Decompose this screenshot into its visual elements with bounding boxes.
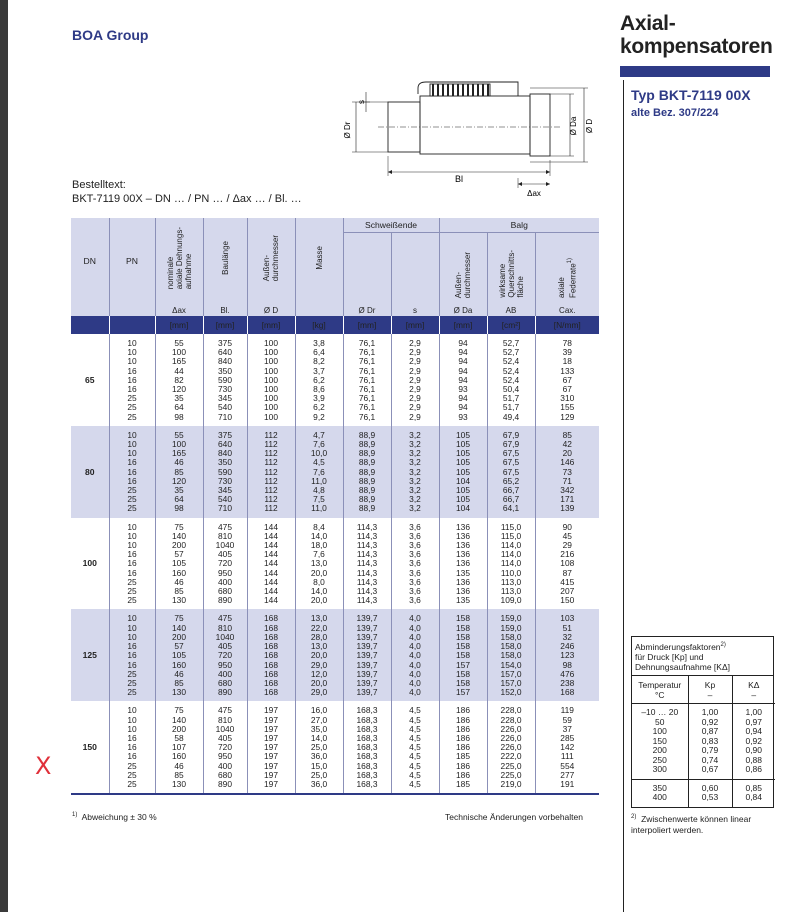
interpolation-note: $^{2)}$ Zwischenwerte können linear interpoliert werden. [631,813,752,835]
cell-dr: 168,3 168,3 168,3 168,3 168,3 168,3 168,3 168,3 168,3 [343,701,391,793]
abm-temps-a: –10 … 20 50 100 150 200 250 300 [632,704,688,780]
old-reference: alte Bez. 307/224 [631,107,719,119]
cell-ab: 159,0 159,0 158,0 158,0 158,0 154,0 157,0 157,0 152,0 [487,609,535,701]
cell-pn: 10 10 10 16 16 16 25 25 25 [109,426,155,518]
data-table-wrapper [71,218,599,795]
cell-mass: 16,0 27,0 35,0 14,0 25,0 36,0 15,0 25,0 36,0 [295,701,343,793]
product-type: Typ BKT-7119 00X [631,87,751,103]
cell-s: 4,5 4,5 4,5 4,5 4,5 4,5 4,5 4,5 4,5 [391,701,439,793]
col-s-header [391,232,439,304]
cell-da: 136 136 136 136 136 135 136 136 135 [439,518,487,610]
cell-pn: 10 10 10 16 16 16 25 25 25 [109,701,155,793]
cell-d: 144 144 144 144 144 144 144 144 144 [247,518,295,610]
cell-bl: 375 640 840 350 590 730 345 540 710 [203,426,247,518]
cell-d: 112 112 112 112 112 112 112 112 112 [247,426,295,518]
cell-dax: 55 100 165 46 85 120 35 64 98 [155,426,203,518]
cell-bl: 475 810 1040 405 720 950 400 680 890 [203,518,247,610]
col-pn-header: PN [109,218,155,304]
title-line-1: Axial- [620,12,676,35]
cell-pn: 10 10 10 16 16 16 25 25 25 [109,518,155,610]
table-block-dn-80 [71,426,599,518]
abm-col-kp: Kp – [688,676,732,704]
cell-s: 3,6 3,6 3,6 3,6 3,6 3,6 3,6 3,6 3,6 [391,518,439,610]
table-block-dn-150 [71,701,599,793]
cell-bl: 475 810 1040 405 720 950 400 680 890 [203,701,247,793]
cell-s: 2,9 2,9 2,9 2,9 2,9 2,9 2,9 2,9 2,9 [391,334,439,426]
cell-da: 94 94 94 94 94 93 94 94 93 [439,334,487,426]
col-cax-header: axiale Federrate$^{1)}$ [535,232,599,304]
sym-d: Ø D [247,304,295,316]
col-d-header: Außen- durchmesser [247,218,295,304]
compensator-body [420,96,530,154]
title-underline-bar [620,66,770,77]
label-da: Ø Da [569,116,578,136]
label-d: Ø D [585,118,594,134]
cell-ab: 52,7 52,7 52,4 52,4 52,4 50,4 51,7 51,7 49,4 [487,334,535,426]
data-table [71,218,599,795]
sym-dr: Ø Dr [343,304,391,316]
sym-dax: Δax [155,304,203,316]
footnote-changes: Technische Änderungen vorbehalten [445,812,583,822]
sym-s: s [391,304,439,316]
col-ab-header: wirksame Querschnitts- fläche [487,232,535,304]
col-bl-header: Baulänge [203,218,247,304]
group-weld-header: Schweißende [343,218,439,232]
col-da-header: Außen- durchmesser [439,232,487,304]
cell-pn: 10 10 10 16 16 16 25 25 25 [109,609,155,701]
table-block-dn-65 [71,334,599,426]
abm-col-temp: Temperatur °C [632,676,688,704]
cell-ab: 228,0 228,0 226,0 226,0 226,0 222,0 225,0 225,0 219,0 [487,701,535,793]
order-text [72,178,302,206]
table-body [71,334,599,795]
abm-kp-a: 1,00 0,92 0,87 0,83 0,79 0,74 0,67 [688,704,732,780]
abm-kp-b: 0,60 0,53 [688,779,732,807]
cell-dr: 76,1 76,1 76,1 76,1 76,1 76,1 76,1 76,1 76,1 [343,334,391,426]
cell-da: 158 158 158 158 158 157 158 158 157 [439,609,487,701]
cell-d: 197 197 197 197 197 197 197 197 197 [247,701,295,793]
cell-d: 100 100 100 100 100 100 100 100 100 [247,334,295,426]
cell-mass: 13,0 22,0 28,0 13,0 20,0 29,0 12,0 20,0 29,0 [295,609,343,701]
abm-kd-b: 0,85 0,84 [732,779,775,807]
cell-mass: 4,7 7,6 10,0 4,5 7,6 11,0 4,8 7,5 11,0 [295,426,343,518]
cell-dn: 80 [71,426,109,518]
right-column-divider [623,80,624,912]
reduction-factors-box [631,636,774,808]
cell-cax: 90 45 29 216 108 87 415 207 150 [535,518,599,610]
cell-dr: 88,9 88,9 88,9 88,9 88,9 88,9 88,9 88,9 88,9 [343,426,391,518]
label-bl: Bl [454,174,464,184]
col-dr-header [343,232,391,304]
cell-bl: 375 640 840 350 590 730 345 540 710 [203,334,247,426]
cell-ab: 67,9 67,9 67,5 67,5 67,5 65,2 66,7 66,7 64,1 [487,426,535,518]
symbol-row [71,304,599,316]
label-s: s [357,100,366,104]
sym-bl: Bl. [203,304,247,316]
cell-dn: 100 [71,518,109,610]
cell-dax: 75 140 200 57 105 160 46 85 130 [155,609,203,701]
cell-d: 168 168 168 168 168 168 168 168 168 [247,609,295,701]
label-dax: Δax [527,189,541,198]
label-dr: Ø Dr [343,121,352,139]
order-text-code: BKT-7119 00X – DN … / PN … / Δax … / Bl. … [72,193,302,205]
abm-kd-a: 1,00 0,97 0,94 0,92 0,90 0,88 0,86 [745,707,763,775]
cell-pn: 10 10 10 16 16 16 25 25 25 [109,334,155,426]
group-bellows-header: Balg [439,218,599,232]
red-x-mark: X [35,752,52,780]
order-text-label: Bestelltext: [72,179,126,191]
unit-row: [mm] [mm] [mm] [kg] [mm] [mm] [mm] [cm²] [N/mm] [71,316,599,334]
col-dn-header: DN [71,218,109,304]
cell-da: 105 105 105 105 105 104 105 105 104 [439,426,487,518]
table-header [71,218,599,334]
left-edge-strip [0,0,8,912]
table-block-dn-125 [71,609,599,701]
col-mass-header: Masse [295,218,343,304]
sym-da: Ø Da [439,304,487,316]
cell-dax: 75 140 200 57 105 160 46 85 130 [155,518,203,610]
footnote-deviation: $^{1)}$ Abweichung ± 30 % [72,812,157,822]
cell-ab: 115,0 115,0 114,0 114,0 114,0 110,0 113,0 113,0 109,0 [487,518,535,610]
cell-dn: 125 [71,609,109,701]
cell-cax: 119 59 37 285 142 111 554 277 191 [535,701,599,793]
cell-dax: 75 140 200 58 107 160 46 85 130 [155,701,203,793]
col-dax-header: nominale axiale Dehnungs- aufnahme [155,218,203,304]
cell-dr: 114,3 114,3 114,3 114,3 114,3 114,3 114,3 114,3 114,3 [343,518,391,610]
cell-s: 4,0 4,0 4,0 4,0 4,0 4,0 4,0 4,0 4,0 [391,609,439,701]
cell-cax: 85 42 20 146 73 71 342 171 139 [535,426,599,518]
sym-ab: AB [487,304,535,316]
table-block-dn-100 [71,518,599,610]
cell-s: 3,2 3,2 3,2 3,2 3,2 3,2 3,2 3,2 3,2 [391,426,439,518]
cell-dr: 139,7 139,7 139,7 139,7 139,7 139,7 139,7 139,7 139,7 [343,609,391,701]
cell-bl: 475 810 1040 405 720 950 400 680 890 [203,609,247,701]
cell-mass: 8,4 14,0 18,0 7,6 13,0 20,0 8,0 14,0 20,0 [295,518,343,610]
sym-cax: Cax. [535,304,599,316]
cell-mass: 3,8 6,4 8,2 3,7 6,2 8,6 3,9 6,2 9,2 [295,334,343,426]
abm-col-kd: KΔ – [732,676,775,704]
weld-end-right [530,94,550,156]
brand-name: BOA Group [72,27,149,43]
reduction-factors-table [632,676,775,807]
title-line-2: kompensatoren [620,35,773,58]
cell-dn: 65 [71,334,109,426]
cell-da: 186 186 186 186 186 185 186 186 185 [439,701,487,793]
abm-temps-b: 350 400 [632,779,688,807]
cell-cax: 78 39 18 133 67 67 310 155 129 [535,334,599,426]
cell-dax: 55 100 165 44 82 120 35 64 98 [155,334,203,426]
reduction-factors-title: Abminderungsfaktoren$^{2)}$ für Druck [Kp] und Dehnungsaufnahme [KΔ] [632,637,773,676]
title-block [620,12,773,58]
table-bottom-rule [71,793,599,795]
cell-dn: 150 [71,701,109,793]
cell-cax: 103 51 32 246 123 98 476 238 168 [535,609,599,701]
compensator-drawing [330,72,610,207]
